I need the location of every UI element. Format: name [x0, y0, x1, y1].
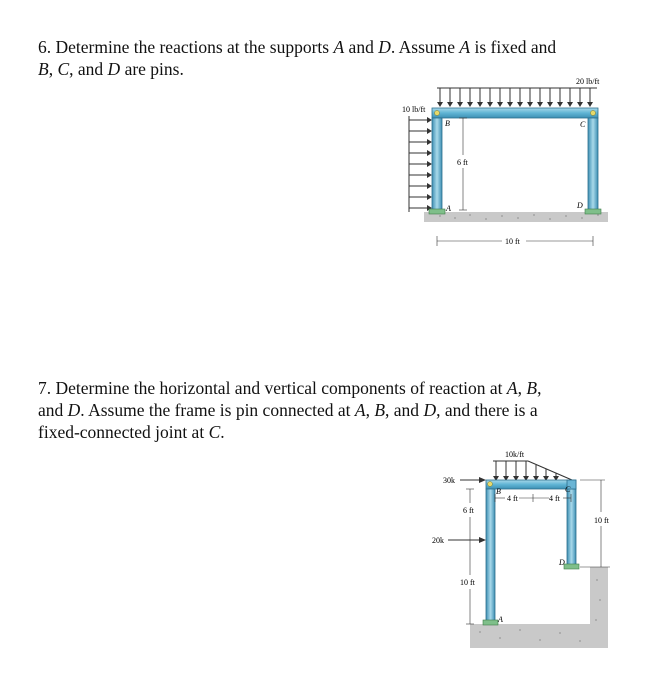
- label-A: A: [446, 204, 451, 213]
- label-force-20k: 20k: [432, 536, 444, 545]
- label-span: 10 ft: [505, 237, 520, 246]
- label-4ft-a: 4 ft: [507, 494, 518, 503]
- label-B-7: B: [496, 487, 501, 496]
- label-force-30k: 30k: [443, 476, 455, 485]
- label-load-left: 10 lb/ft: [402, 105, 426, 114]
- distributed-load-triangular: [493, 461, 572, 481]
- column-CD-7: [567, 489, 576, 567]
- label-D-7: D: [559, 558, 565, 567]
- column-AB-7: [486, 489, 495, 624]
- label-C-7: C: [565, 485, 571, 494]
- pin-support-A-7: [483, 620, 498, 625]
- label-D: D: [577, 201, 583, 210]
- problem-7-statement: 7. Determine the horizontal and vertical components of reaction at A, B, and D. Assume the frame is pin connected at A, B, and D, and there is a fixed-connected joint at C.: [38, 378, 542, 442]
- label-load-top: 20 lb/ft: [576, 77, 600, 86]
- label-A-7: A: [498, 615, 503, 624]
- label-4ft-b: 4 ft: [549, 494, 560, 503]
- problem-6-number: 6.: [38, 37, 52, 57]
- force-30k-arrow: [460, 477, 486, 483]
- label-10ft-right: 10 ft: [594, 516, 609, 525]
- pin-support-D-7: [564, 564, 579, 569]
- joint-B-7: [488, 482, 493, 487]
- problem-6-statement: 6. Determine the reactions at the supports A and D. Assume A is fixed and B, C, and D are pins.: [38, 37, 557, 79]
- label-10ft-left: 10 ft: [460, 578, 475, 587]
- label-C: C: [580, 120, 586, 129]
- label-B: B: [445, 119, 450, 128]
- label-6ft: 6 ft: [463, 506, 474, 515]
- problem-7-number: 7.: [38, 378, 52, 398]
- label-load-top-7: 10k/ft: [505, 450, 525, 459]
- label-height: 6 ft: [457, 158, 468, 167]
